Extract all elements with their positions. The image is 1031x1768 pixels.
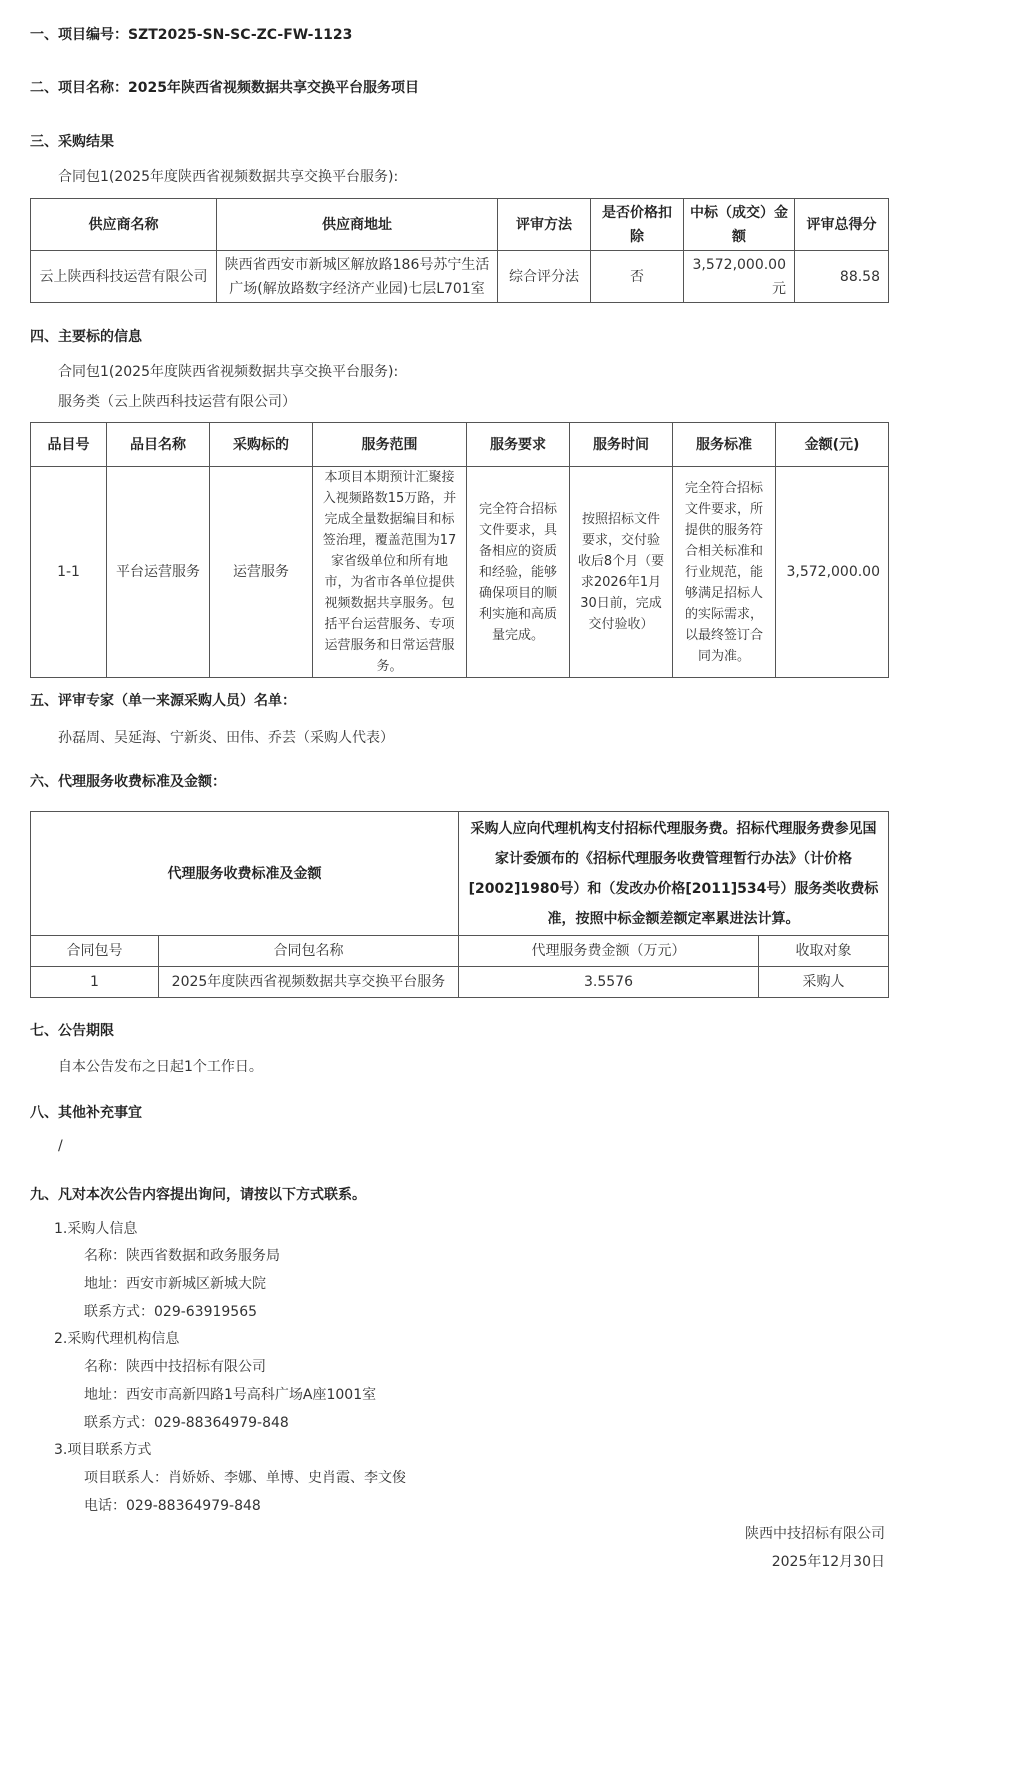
buyer-name: 名称：陕西省数据和政务服务局 [84, 1248, 280, 1264]
agency-contact: 联系方式：029-88364979-848 [84, 1415, 289, 1431]
fee-table [30, 811, 889, 998]
fee-standard-row: 代理服务收费标准及金额 采购人应向代理机构支付招标代理服务费。招标代理服务费参见国家计委颁布的《招标代理服务收费管理暂行办法》（计价格[2002]1980号）和（发改办价格[2011]534号）服务类收费标准，按照中标金额差额定率累进法计算。 [31, 812, 889, 936]
buyer-title: 1.采购人信息 [54, 1221, 138, 1237]
notice-period-text: 自本公告发布之日起1个工作日。 [58, 1059, 263, 1075]
table-row: 1 2025年度陕西省视频数据共享交换平台服务 3.5576 采购人 [31, 967, 889, 998]
section-contact: 九、凡对本次公告内容提出询问，请按以下方式联系。 [30, 1187, 366, 1203]
table-header-row: 供应商名称 供应商地址 评审方法 是否价格扣除 中标（成交）金额 评审总得分 [31, 199, 889, 251]
table-row: 云上陕西科技运营有限公司 陕西省西安市新城区解放路186号苏宁生活广场(解放路数字经济产业园)七层L701室 综合评分法 否 3,572,000.00元 88.58 [31, 251, 889, 303]
table-header-row: 合同包号 合同包名称 代理服务费金额（万元） 收取对象 [31, 936, 889, 967]
section-experts: 五、评审专家（单一来源采购人员）名单： [30, 693, 296, 709]
section-notice-period: 七、公告期限 [30, 1023, 114, 1039]
result-table [30, 198, 889, 303]
project-contact-title: 3.项目联系方式 [54, 1442, 152, 1458]
section-other-matters: 八、其他补充事宜 [30, 1105, 142, 1121]
package-label: 合同包1(2025年度陕西省视频数据共享交换平台服务): [58, 364, 399, 380]
project-contact-phone: 电话：029-88364979-848 [84, 1498, 261, 1514]
agency-name: 名称：陕西中技招标有限公司 [84, 1359, 266, 1375]
section-procurement-result: 三、采购结果 [30, 134, 114, 150]
buyer-contact: 联系方式：029-63919565 [84, 1304, 258, 1320]
table-row: 1-1 平台运营服务 运营服务 本项目本期预计汇聚接入视频路数15万路，并完成全量数据编目和标签治理，覆盖范围为17家省级单位和所有地市，为省市各单位提供视频数据共享服务。包括平台运营服务、专项运营服务和日常运营服务。 完全符合招标文件要求，具备相应的资质和经验，能够确保项目的顺利实施和高质量完成。 按照招标文件要求，交付验收后8个月（要求2026年1月30日前，完成交付验收） 完全符合招标文件要求，所提供的服务符合相关标准和行业规范，能够满足招标人的实际需求，以最终签订合同为准。 3,572,000.00 [31, 467, 889, 678]
footer-date: 2025年12月30日 [771, 1554, 885, 1570]
project-name: 二、项目名称：2025年陕西省视频数据共享交换平台服务项目 [30, 80, 419, 96]
section-agency-fee: 六、代理服务收费标准及金额： [30, 774, 226, 790]
table-header-row: 品目号 品目名称 采购标的 服务范围 服务要求 服务时间 服务标准 金额(元) [31, 423, 889, 467]
footer-organization: 陕西中技招标有限公司 [745, 1526, 885, 1542]
buyer-address: 地址：西安市新城区新城大院 [84, 1276, 266, 1292]
subject-table [30, 422, 889, 678]
category-label: 服务类（云上陕西科技运营有限公司） [58, 394, 296, 410]
agency-address: 地址：西安市高新四路1号高科广场A座1001室 [84, 1387, 377, 1403]
experts-list: 孙磊周、吴延海、宁新炎、田伟、乔芸（采购人代表） [58, 730, 394, 746]
package-label: 合同包1(2025年度陕西省视频数据共享交换平台服务): [58, 169, 399, 185]
agency-title: 2.采购代理机构信息 [54, 1331, 180, 1347]
project-number: 一、项目编号：SZT2025-SN-SC-ZC-FW-1123 [30, 27, 353, 43]
project-contact-people: 项目联系人：肖娇娇、李娜、单博、史肖霞、李文俊 [84, 1470, 406, 1486]
section-subject-info: 四、主要标的信息 [30, 329, 142, 345]
other-matters-text: / [58, 1138, 63, 1154]
